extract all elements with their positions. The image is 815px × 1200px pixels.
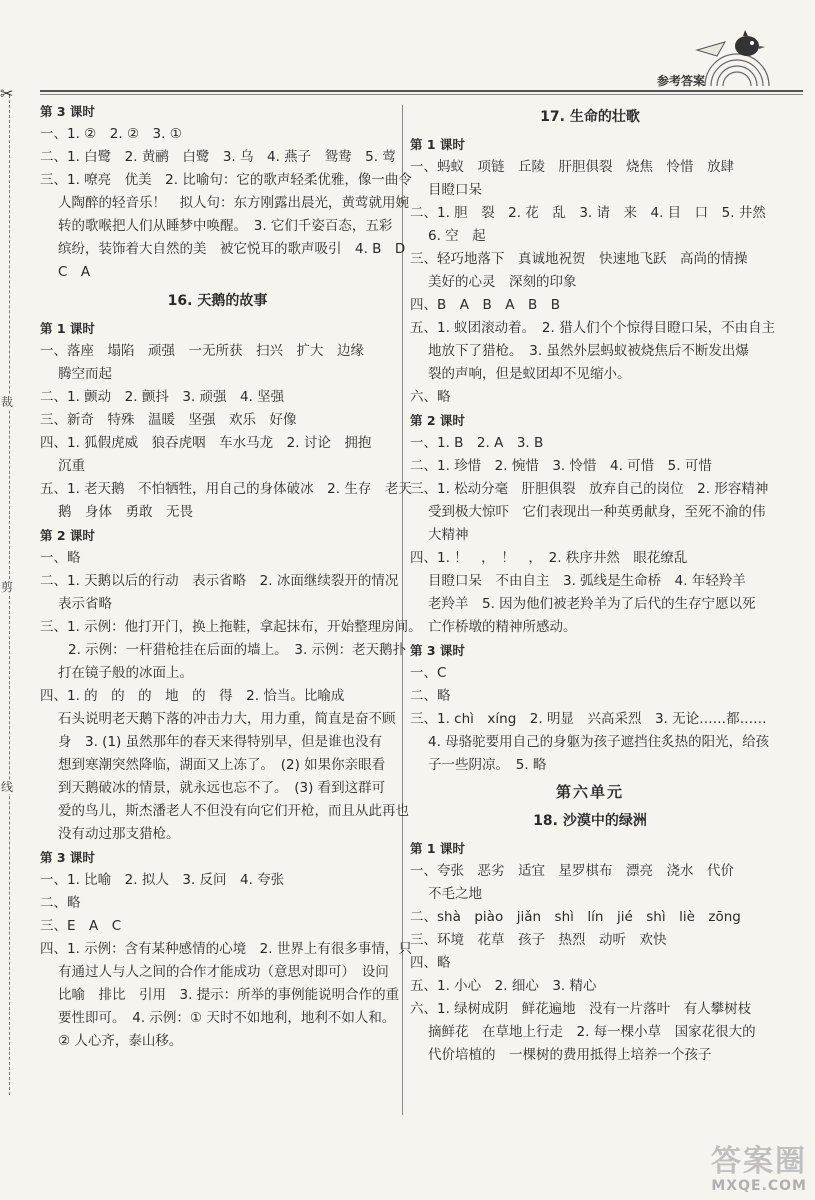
bird-rainbow-logo	[695, 20, 775, 90]
answer-line: 老羚羊 5. 因为他们被老羚羊为了后代的生存宁愿以死	[428, 596, 756, 612]
answer-line: 三、1. 松动分毫 肝胆俱裂 放弃自己的岗位 2. 形容精神	[410, 481, 769, 497]
answer-line: 二、1. 胆 裂 2. 花 乱 3. 请 来 4. 目 口 5. 井然	[410, 205, 766, 221]
answer-line: 二、略	[40, 895, 81, 911]
answer-line: 没有动过那支猎枪。	[58, 826, 180, 842]
answer-line: 沉重	[58, 458, 85, 474]
cut-label-2: 剪	[1, 580, 14, 594]
answer-line: 到天鹅破冰的情景，就永远也忘不了。 (3) 看到这群可	[58, 780, 386, 796]
cut-line	[9, 95, 10, 1095]
answer-line: 三、1. chì xíng 2. 明显 兴高采烈 3. 无论……都……	[410, 711, 767, 727]
left-column	[40, 100, 422, 1053]
answer-line: 代价培植的 一棵树的费用抵得上培养一个孩子	[428, 1047, 712, 1063]
answer-line: 五、1. 蚁团滚动着。 2. 猎人们个个惊得目瞪口呆，不由自主	[410, 320, 776, 336]
lesson-heading: 第 3 课时	[40, 850, 95, 865]
answer-line: 身 3. (1) 虽然那年的春天来得特别早，但是谁也没有	[58, 734, 383, 750]
answer-line: 缤纷，装饰着大自然的美 被它悦耳的歌声吸引 4. B D	[58, 241, 406, 257]
header-rule-thin	[40, 94, 803, 95]
lesson-heading: 第 2 课时	[40, 528, 95, 543]
lesson-heading: 第 3 课时	[410, 643, 465, 658]
answer-line: 表示省略	[58, 596, 112, 612]
answer-line: 四、1. 示例：含有某种感情的心境 2. 世界上有很多事情，只	[40, 941, 412, 957]
answer-line: ② 人心齐，泰山移。	[58, 1033, 183, 1049]
answer-line: 六、略	[410, 389, 451, 405]
answer-line: 亡作桥墩的精神所感动。	[428, 619, 577, 635]
answer-line: 五、1. 老天鹅 不怕牺牲，用自己的身体破冰 2. 生存 老天	[40, 481, 412, 497]
answer-line: C A	[58, 264, 91, 280]
watermark-logo-text: 答案圈	[711, 1144, 807, 1179]
answer-line: 二、略	[410, 688, 451, 704]
answer-line: 要性即可。 4. 示例：① 天时不如地利，地利不如人和。	[58, 1010, 396, 1026]
answer-line: 4. 母骆驼要用自己的身躯为孩子遮挡住炙热的阳光，给孩	[428, 734, 770, 750]
answer-line: 子一些阴凉。 5. 略	[428, 757, 547, 773]
lesson-heading: 第 1 课时	[40, 321, 95, 336]
answer-line: 四、B A B A B B	[410, 297, 561, 313]
answer-line: 三、1. 嘹亮 优美 2. 比喻句：它的歌声轻柔优雅，像一曲令	[40, 172, 412, 188]
answer-line: 二、1. 珍惜 2. 惋惜 3. 怜惜 4. 可惜 5. 可惜	[410, 458, 712, 474]
answer-line: 受到极大惊吓 它们表现出一种英勇献身，至死不渝的伟	[428, 504, 766, 520]
header-rule	[40, 90, 803, 92]
answer-line: 有通过人与人之间的合作才能成功（意思对即可） 设问	[58, 964, 389, 980]
scissors-icon: ✂	[0, 84, 14, 103]
answer-line: 鹅 身体 勇敢 无畏	[58, 504, 193, 520]
answer-line: 不毛之地	[428, 886, 482, 902]
answer-line: 三、新奇 特殊 温暖 坚强 欢乐 好像	[40, 412, 297, 428]
lesson-heading: 第 2 课时	[410, 413, 465, 428]
answer-line: 爱的鸟儿，斯杰潘老人不但没有向它们开枪，而且从此再也	[58, 803, 409, 819]
watermark-url: MXQE.COM	[711, 1178, 807, 1194]
answer-line: 二、1. 白鹭 2. 黄鹂 白鹭 3. 乌 4. 燕子 鸳鸯 5. 莺	[40, 149, 396, 165]
answer-line: 六、1. 绿树成阴 鲜花遍地 没有一片落叶 有人攀树枝	[410, 1001, 752, 1017]
answer-line: 打在镜子般的冰面上。	[58, 665, 193, 681]
answer-line: 比喻 排比 引用 3. 提示：所举的事例能说明合作的重	[58, 987, 400, 1003]
answer-line: 三、环境 花草 孩子 热烈 动听 欢快	[410, 932, 667, 948]
answer-line: 二、1. 天鹅以后的行动 表示省略 2. 冰面继续裂开的情况	[40, 573, 399, 589]
answer-line: 想到寒潮突然降临，湖面又上冻了。 (2) 如果你亲眼看	[58, 757, 386, 773]
answer-line: 转的歌喉把人们从睡梦中唤醒。 3. 它们千姿百态，五彩	[58, 218, 393, 234]
answer-line: 三、1. 示例：他打开门，换上拖鞋，拿起抹布，开始整理房间。	[40, 619, 422, 635]
answer-line: 石头说明老天鹅下落的冲击力大，用力重，简直是奋不顾	[58, 711, 396, 727]
answer-line: 地放下了猎枪。 3. 虽然外层蚂蚁被烧焦后不断发出爆	[428, 343, 749, 359]
unit-heading: 第六单元	[555, 783, 624, 801]
lesson-heading: 第 1 课时	[410, 137, 465, 152]
answer-line: 一、1. 比喻 2. 拟人 3. 反问 4. 夸张	[40, 872, 285, 888]
answer-line: 目瞪口呆 不由自主 3. 弧线是生命桥 4. 年轻羚羊	[428, 573, 746, 589]
answer-line: 美好的心灵 深刻的印象	[428, 274, 577, 290]
answer-line: 四、1. ！ ， ！ ， 2. 秩序井然 眼花缭乱	[410, 550, 688, 566]
answer-line: 6. 空 起	[428, 228, 486, 244]
answer-line: 摘鲜花 在草地上行走 2. 每一棵小草 国家花很大的	[428, 1024, 756, 1040]
answer-line: 腾空而起	[58, 366, 112, 382]
lesson-heading: 第 1 课时	[410, 841, 465, 856]
answer-line: 一、落座 塌陷 顽强 一无所获 扫兴 扩大 边缘	[40, 343, 364, 359]
answer-line: 四、1. 的 的 的 地 的 得 2. 恰当。比喻成	[40, 688, 345, 704]
answer-line: 一、C	[410, 665, 447, 681]
answer-line: 一、1. B 2. A 3. B	[410, 435, 544, 451]
answer-line: 2. 示例：一杆猎枪挂在后面的墙上。 3. 示例：老天鹅扑	[68, 642, 407, 658]
answer-line: 五、1. 小心 2. 细心 3. 精心	[410, 978, 597, 994]
answer-line: 大精神	[428, 527, 469, 543]
answer-line: 一、夸张 恶劣 适宜 星罗棋布 漂亮 浇水 代价	[410, 863, 734, 879]
answer-line: 一、蚂蚁 项链 丘陵 肝胆俱裂 烧焦 怜惜 放肆	[410, 159, 734, 175]
cut-label-3: 线	[1, 780, 14, 794]
watermark	[711, 1146, 807, 1194]
answer-line: 裂的声响，但是蚁团却不见缩小。	[428, 366, 631, 382]
answer-line: 目瞪口呆	[428, 182, 482, 198]
lesson-title: 16. 天鹅的故事	[167, 293, 268, 309]
header-label: 参考答案	[656, 74, 705, 88]
answer-line: 一、1. ② 2. ② 3. ①	[40, 126, 182, 142]
right-column	[410, 100, 776, 1067]
answer-line: 一、略	[40, 550, 81, 566]
cut-label-1: 裁	[1, 395, 14, 409]
lesson-heading: 第 3 课时	[40, 104, 95, 119]
answer-line: 三、轻巧地落下 真诚地祝贺 快速地飞跃 高尚的情操	[410, 251, 748, 267]
answer-line: 二、1. 颤动 2. 颤抖 3. 顽强 4. 坚强	[40, 389, 285, 405]
answer-line: 三、E A C	[40, 918, 122, 934]
answer-line: 二、shà piào jiǎn shì lín jié shì liè zōng	[410, 909, 741, 925]
lesson-title: 18. 沙漠中的绿洲	[533, 813, 647, 829]
answer-line: 四、略	[410, 955, 451, 971]
answer-line: 四、1. 狐假虎威 狼吞虎咽 车水马龙 2. 讨论 拥抱	[40, 435, 372, 451]
lesson-title: 17. 生命的壮歌	[540, 109, 640, 125]
answer-line: 人陶醉的轻音乐！ 拟人句：东方刚露出晨光，黄莺就用婉	[58, 195, 409, 211]
